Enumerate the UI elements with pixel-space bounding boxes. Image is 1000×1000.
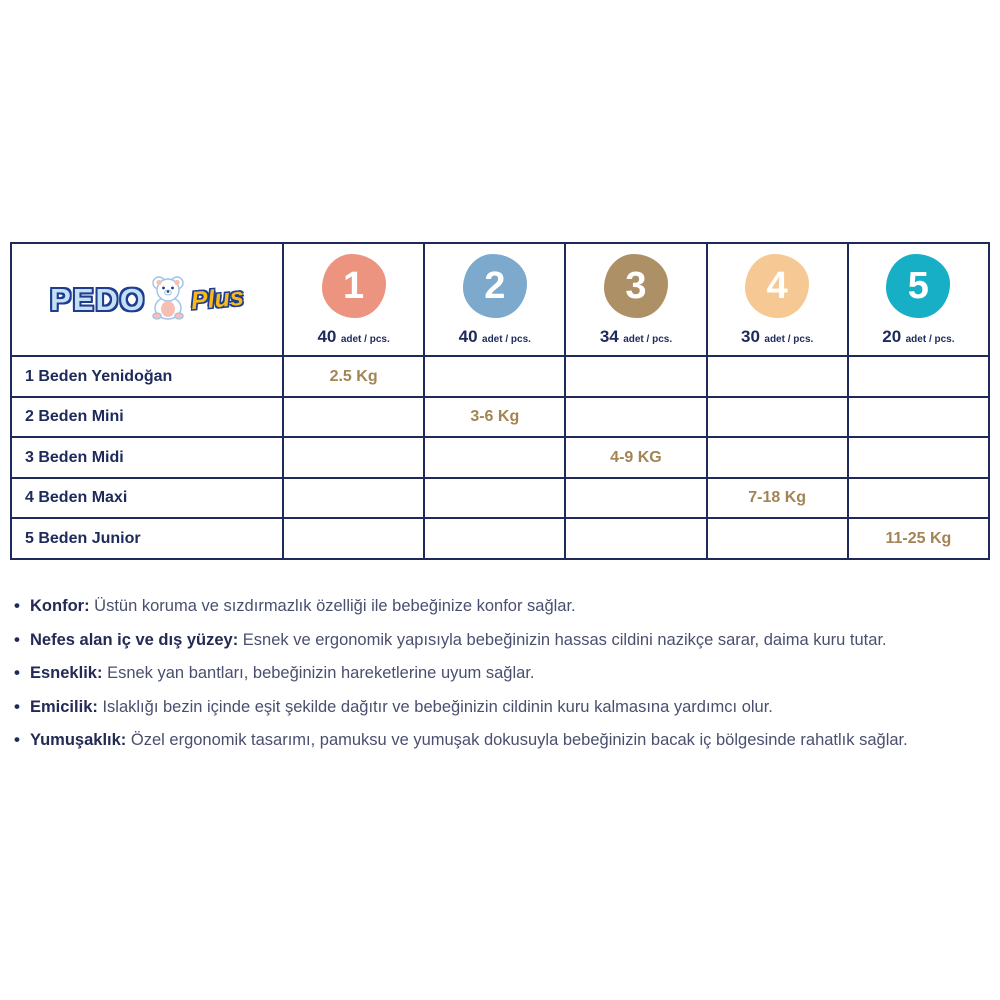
feature-text: Esnek yan bantları, bebeğinizin hareketlerine uyum sağlar. xyxy=(107,664,535,682)
table-header-row xyxy=(11,243,989,356)
weight-cell-1-5 xyxy=(848,356,989,397)
row-label-size-3: 3 Beden Midi xyxy=(11,437,283,478)
weight-cell-2-5 xyxy=(848,397,989,438)
brand-suffix: Plus xyxy=(189,282,245,316)
feature-label: Nefes alan iç ve dış yüzey: xyxy=(30,630,239,649)
size-1-badge: 1 xyxy=(322,254,386,318)
row-label-size-5: 5 Beden Junior xyxy=(11,518,283,559)
table-row-size-4 xyxy=(11,478,989,519)
weight-cell-5-1 xyxy=(283,518,424,559)
feature-item-konfor xyxy=(14,596,992,616)
weight-cell-1-2 xyxy=(424,356,565,397)
weight-cell-2-4 xyxy=(707,397,848,438)
weight-cell-3-5 xyxy=(848,437,989,478)
weight-cell-5-4 xyxy=(707,518,848,559)
weight-cell-4-5 xyxy=(848,478,989,519)
feature-label: Konfor: xyxy=(30,597,90,615)
brand-logo xyxy=(12,274,282,325)
size-4-count: 30 adet / pcs. xyxy=(741,327,814,347)
weight-cell-1-3 xyxy=(565,356,706,397)
weight-cell-4-1 xyxy=(283,478,424,519)
size-4-badge: 4 xyxy=(745,254,809,318)
feature-text: Esnek ve ergonomik yapısıyla bebeğinizin hassas cildini nazikçe sarar, daima kuru tutar. xyxy=(242,630,887,649)
size-column-header-3 xyxy=(565,243,706,356)
feature-text: Üstün koruma ve sızdırmazlık özelliği ile bebeğinize konfor sağlar. xyxy=(94,597,576,615)
weight-cell-3-1 xyxy=(283,437,424,478)
size-5-badge: 5 xyxy=(886,254,950,318)
table-row-size-3 xyxy=(11,437,989,478)
size-comparison-table xyxy=(10,242,990,560)
table-row-size-2 xyxy=(11,397,989,438)
size-2-badge: 2 xyxy=(463,254,527,318)
weight-cell-3-2 xyxy=(424,437,565,478)
row-label-size-2: 2 Beden Mini xyxy=(11,397,283,438)
weight-cell-1-1: 2.5 Kg xyxy=(283,356,424,397)
size-1-count: 40 adet / pcs. xyxy=(317,327,390,347)
size-2-count: 40 adet / pcs. xyxy=(458,327,531,347)
feature-text: Islaklığı bezin içinde eşit şekilde dağıtır ve bebeğinizin cildinin kuru kalmasına yardımcı olur. xyxy=(102,697,773,716)
size-column-header-4 xyxy=(707,243,848,356)
weight-cell-4-2 xyxy=(424,478,565,519)
row-label-size-4: 4 Beden Maxi xyxy=(11,478,283,519)
weight-cell-2-1 xyxy=(283,397,424,438)
brand-name: PEDO xyxy=(50,281,147,317)
size-5-count: 20 adet / pcs. xyxy=(882,327,955,347)
brand-logo-cell xyxy=(11,243,283,356)
feature-item-yumusaklik xyxy=(14,730,992,750)
weight-cell-2-3 xyxy=(565,397,706,438)
weight-cell-3-4 xyxy=(707,437,848,478)
weight-cell-5-5: 11-25 Kg xyxy=(848,518,989,559)
size-column-header-2 xyxy=(424,243,565,356)
weight-cell-3-3: 4-9 KG xyxy=(565,437,706,478)
feature-list xyxy=(14,596,992,764)
feature-label: Emicilik: xyxy=(30,697,98,716)
table-row-size-1 xyxy=(11,356,989,397)
feature-label: Esneklik: xyxy=(30,664,103,682)
weight-cell-5-3 xyxy=(565,518,706,559)
weight-cell-5-2 xyxy=(424,518,565,559)
feature-item-emicilik xyxy=(14,697,992,717)
feature-text: Özel ergonomik tasarımı, pamuksu ve yumuşak dokusuyla bebeğinizin bacak iç bölgesinde rahatlık sağlar. xyxy=(130,731,908,749)
teddy-bear-icon xyxy=(148,274,188,325)
weight-cell-2-2: 3-6 Kg xyxy=(424,397,565,438)
feature-item-nefes xyxy=(14,630,992,650)
weight-cell-4-4: 7-18 Kg xyxy=(707,478,848,519)
feature-label: Yumuşaklık: xyxy=(30,731,127,749)
row-label-size-1: 1 Beden Yenidoğan xyxy=(11,356,283,397)
table-row-size-5 xyxy=(11,518,989,559)
size-column-header-5 xyxy=(848,243,989,356)
size-column-header-1 xyxy=(283,243,424,356)
weight-cell-1-4 xyxy=(707,356,848,397)
weight-cell-4-3 xyxy=(565,478,706,519)
feature-item-esneklik xyxy=(14,663,992,683)
size-3-count: 34 adet / pcs. xyxy=(599,327,673,347)
size-3-badge: 3 xyxy=(604,254,668,318)
